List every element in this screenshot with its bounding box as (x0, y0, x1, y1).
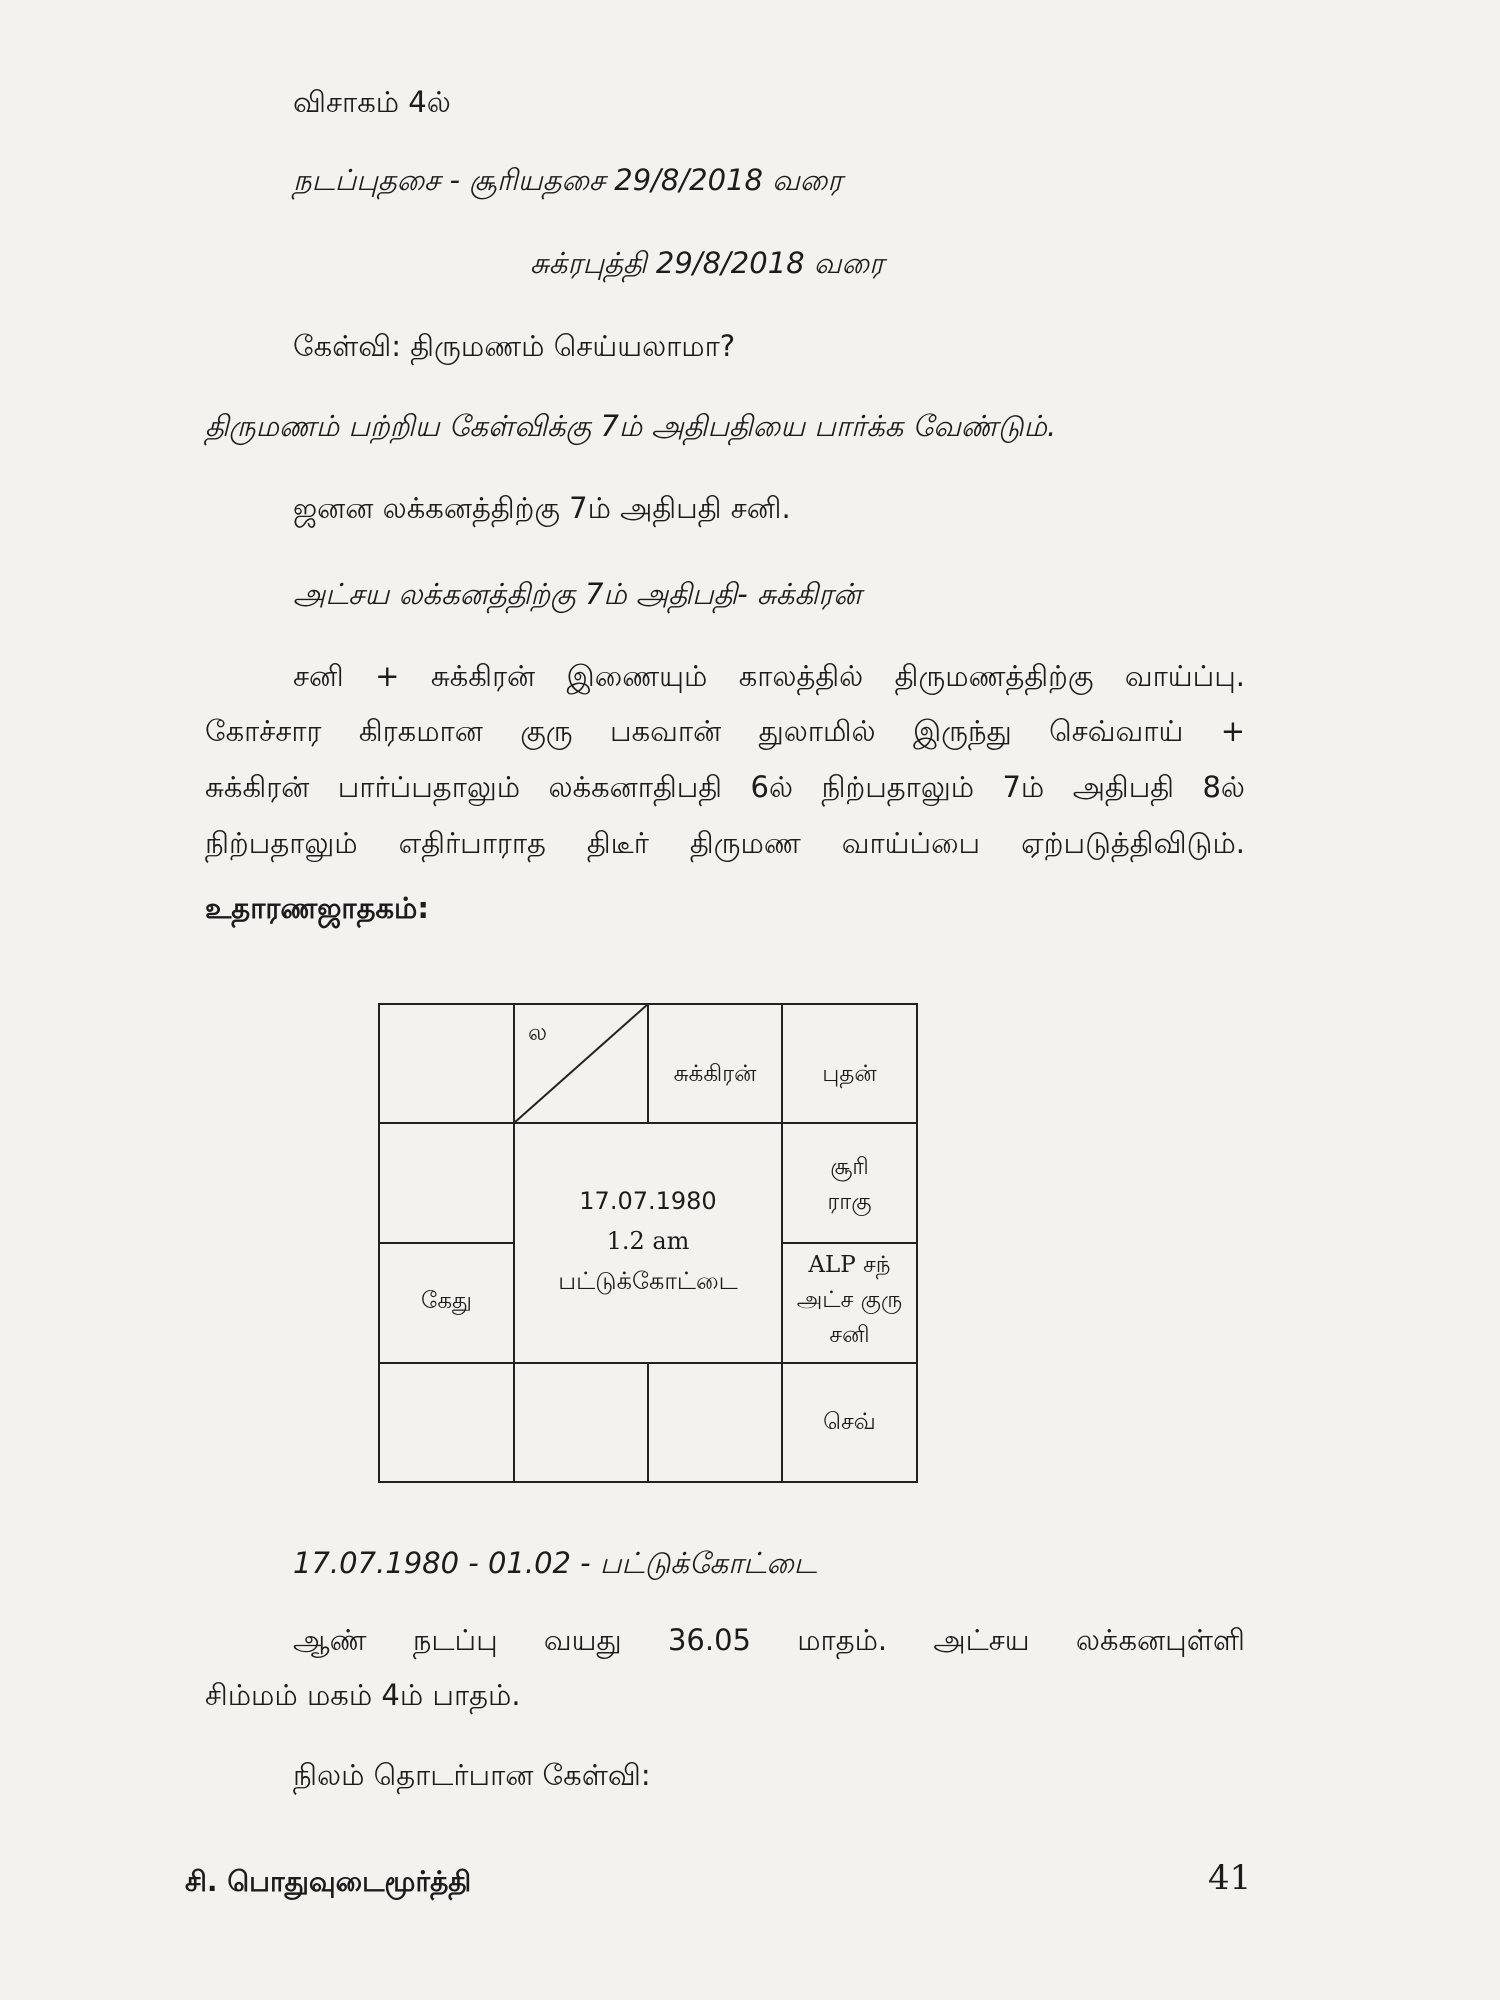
paragraph-line: சிம்மம் மகம் 4ம் பாதம். (205, 1678, 521, 1712)
text-line: ஜனன லக்கனத்திற்கு 7ம் அதிபதி சனி. (293, 491, 791, 525)
planet-atcha-guru: அட்ச குரு (796, 1287, 903, 1313)
section-heading: உதாரணஜாதகம்: (205, 891, 429, 925)
birth-date: 17.07.1980 (579, 1187, 717, 1215)
paragraph-line: சுக்கிரன் பார்ப்பதாலும் லக்கனாதிபதி 6ல் நிற்பதாலும் 7ம் அதிபதி 8ல் (205, 770, 1245, 804)
text-line: நிலம் தொடர்பான கேள்வி: (293, 1758, 651, 1792)
text-line: கேள்வி: திருமணம் செய்யலாமா? (293, 329, 736, 363)
planet-puthan: புதன் (822, 1061, 877, 1087)
planet-raagu: ராகு (827, 1189, 872, 1215)
paragraph-line: ஆண் நடப்பு வயது 36.05 மாதம். அட்சய லக்கனபுள்ளி (293, 1623, 1245, 1657)
page-number: 41 (1208, 1858, 1252, 1898)
paragraph-line: கோச்சார கிரகமான குரு பகவான் துலாமில் இருந்து செவ்வாய் + (205, 714, 1245, 748)
planet-sani: சனி (829, 1322, 870, 1348)
text-line: நடப்புதசை - சூரியதசை 29/8/2018 வரை (293, 163, 843, 197)
planet-suri: சூரி (830, 1154, 869, 1180)
planet-sev: செவ் (823, 1409, 876, 1435)
text-line: விசாகம் 4ல் (293, 85, 451, 119)
author-name: சி. பொதுவுடைமூர்த்தி (185, 1865, 472, 1898)
birth-time: 1.2 am (606, 1227, 690, 1255)
horoscope-chart (378, 1003, 918, 1483)
lagna-label: ல (528, 1020, 548, 1046)
planet-kethu: கேது (421, 1288, 472, 1314)
chart-center-info (514, 1181, 782, 1301)
paragraph-line: சனி + சுக்கிரன் இணையும் காலத்தில் திருமணத்திற்கு வாய்ப்பு. (293, 659, 1245, 693)
planet-alp-santhiran: ALP சந் (808, 1252, 891, 1278)
paragraph-line: நிற்பதாலும் எதிர்பாராத திடீர் திருமண வாய்ப்பை ஏற்படுத்திவிடும். (205, 826, 1245, 860)
planet-sukkiran: சுக்கிரன் (673, 1061, 757, 1087)
text-line: 17.07.1980 - 01.02 - பட்டுக்கோட்டை (293, 1546, 817, 1580)
birth-place: பட்டுக்கோட்டை (558, 1267, 738, 1295)
text-line: அட்சய லக்கனத்திற்கு 7ம் அதிபதி- சுக்கிரன் (293, 577, 862, 611)
text-line: சுக்ரபுத்தி 29/8/2018 வரை (530, 246, 884, 280)
text-line: திருமணம் பற்றிய கேள்விக்கு 7ம் அதிபதியை பார்க்க வேண்டும். (205, 409, 1057, 443)
